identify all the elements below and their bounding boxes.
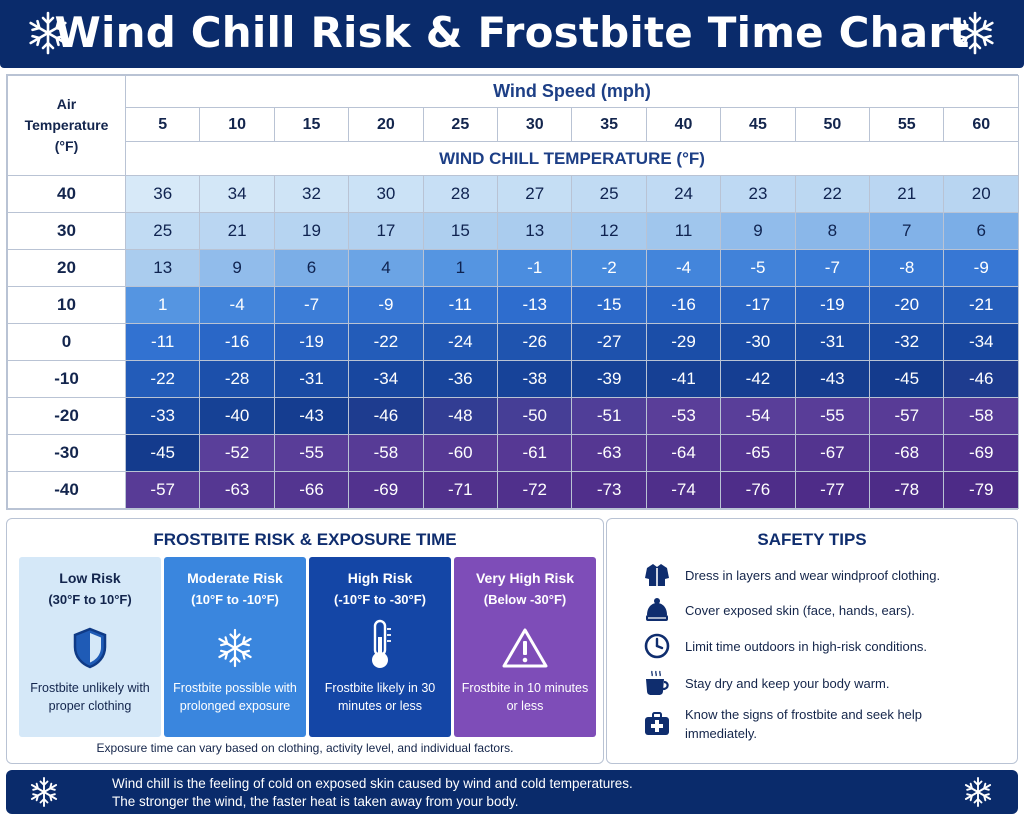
wind-chill-cell: 7 [870, 213, 944, 250]
wind-chill-cell: -9 [349, 287, 423, 324]
wind-chill-cell: -78 [870, 472, 944, 509]
wind-chill-cell: -9 [944, 250, 1019, 287]
risk-desc: Frostbite likely in 30 minutes or less [324, 681, 436, 713]
risk-desc: Frostbite possible with prolonged exposure [173, 681, 297, 713]
risk-desc: Frostbite unlikely with proper clothing [30, 681, 150, 713]
wind-chill-cell: -67 [795, 435, 869, 472]
wind-chill-cell: 4 [349, 250, 423, 287]
wind-chill-cell: -50 [498, 398, 572, 435]
tip-item [643, 669, 985, 697]
risk-panel-title: FROSTBITE RISK & EXPOSURE TIME [153, 530, 457, 549]
wind-chill-cell: -40 [200, 398, 274, 435]
wind-chill-cell: 11 [646, 213, 720, 250]
wind-chill-cell: 9 [200, 250, 274, 287]
footer-line-2: The stronger the wind, the faster heat is taken away from your body. [112, 794, 519, 809]
wind-chill-cell: 9 [721, 213, 795, 250]
wind-chill-cell: -34 [349, 361, 423, 398]
wind-chill-cell: -53 [646, 398, 720, 435]
risk-name: Moderate Risk [187, 570, 283, 586]
risk-range: (Below -30°F) [483, 592, 567, 607]
wind-chill-cell: -41 [646, 361, 720, 398]
table-row [8, 361, 1019, 398]
wind-chill-title: WIND CHILL TEMPERATURE (°F) [126, 142, 1019, 176]
risk-name: Very High Risk [475, 570, 575, 586]
footer-banner [6, 770, 1018, 814]
wind-chill-cell: -2 [572, 250, 646, 287]
wind-chill-cell: -63 [572, 435, 646, 472]
risk-card-moderate [164, 557, 306, 737]
wind-chill-cell: -45 [126, 435, 200, 472]
wind-chill-cell: -8 [870, 250, 944, 287]
wind-speed-label: 50 [795, 108, 869, 142]
table-row [8, 435, 1019, 472]
wind-chill-cell: 13 [126, 250, 200, 287]
air-temperature-label: 0 [8, 324, 126, 361]
tip-text: Know the signs of frostbite and seek help immediately. [685, 707, 923, 741]
wind-chill-cell: -77 [795, 472, 869, 509]
risk-range: (10°F to -10°F) [191, 592, 279, 607]
air-temperature-label: 20 [8, 250, 126, 287]
wind-chill-cell: -7 [795, 250, 869, 287]
tip-item [643, 561, 985, 589]
wind-speed-label: 35 [572, 108, 646, 142]
wind-chill-cell: 25 [126, 213, 200, 250]
wind-chill-cell: -57 [126, 472, 200, 509]
warning-icon [454, 627, 596, 669]
wind-speed-label: 60 [944, 108, 1019, 142]
wind-chill-cell: 6 [274, 250, 348, 287]
table-row [8, 324, 1019, 361]
air-temperature-header-line: (°F) [54, 138, 79, 154]
first-aid-icon [643, 710, 671, 738]
wind-chill-cell: -58 [944, 398, 1019, 435]
wind-chill-cell: -48 [423, 398, 497, 435]
wind-chill-cell: -16 [200, 324, 274, 361]
wind-chill-cell: -33 [126, 398, 200, 435]
wind-chill-cell: -52 [200, 435, 274, 472]
risk-card-low [19, 557, 161, 737]
thermometer-icon [309, 619, 451, 671]
table-row [8, 287, 1019, 324]
wind-chill-cell: -68 [870, 435, 944, 472]
wind-chill-cell: -45 [870, 361, 944, 398]
wind-chill-cell: -32 [870, 324, 944, 361]
wind-chill-cell: -34 [944, 324, 1019, 361]
wind-chill-cell: 32 [274, 176, 348, 213]
tip-text: Limit time outdoors in high-risk conditions. [685, 638, 928, 654]
tip-item [643, 632, 985, 660]
wind-chill-cell: -39 [572, 361, 646, 398]
air-temperature-header [8, 76, 126, 176]
wind-chill-cell: -58 [349, 435, 423, 472]
wind-chill-cell: -36 [423, 361, 497, 398]
jacket-icon [643, 561, 671, 589]
tip-text: Cover exposed skin (face, hands, ears). [685, 602, 915, 618]
wind-speed-label: 5 [126, 108, 200, 142]
wind-chill-cell: -21 [944, 287, 1019, 324]
wind-chill-cell: -19 [795, 287, 869, 324]
wind-chill-cell: 23 [721, 176, 795, 213]
frostbite-risk-panel [6, 518, 604, 764]
wind-speed-label: 15 [274, 108, 348, 142]
table-row [8, 213, 1019, 250]
wind-chill-cell: 28 [423, 176, 497, 213]
table-row [8, 398, 1019, 435]
wind-chill-cell: 20 [944, 176, 1019, 213]
footer-line-1: Wind chill is the feeling of cold on exposed skin caused by wind and cold temperatures. [112, 776, 633, 791]
wind-chill-cell: -1 [498, 250, 572, 287]
wind-chill-cell: -15 [572, 287, 646, 324]
wind-chill-cell: -69 [349, 472, 423, 509]
snowflake-icon [951, 9, 999, 57]
wind-chill-cell: -26 [498, 324, 572, 361]
wind-chill-cell: -22 [349, 324, 423, 361]
wind-chill-cell: -72 [498, 472, 572, 509]
wind-speed-label: 55 [870, 108, 944, 142]
wind-chill-cell: -60 [423, 435, 497, 472]
wind-chill-cell: -31 [795, 324, 869, 361]
wind-chill-cell: -28 [200, 361, 274, 398]
wind-chill-cell: -38 [498, 361, 572, 398]
wind-chill-cell: 1 [126, 287, 200, 324]
wind-chill-cell: -63 [200, 472, 274, 509]
wind-speed-label: 40 [646, 108, 720, 142]
wind-chill-cell: 36 [126, 176, 200, 213]
tips-panel-title: SAFETY TIPS [757, 530, 867, 549]
wind-chill-cell: -11 [423, 287, 497, 324]
air-temperature-label: -30 [8, 435, 126, 472]
wind-chill-cell: -61 [498, 435, 572, 472]
wind-chill-cell: -65 [721, 435, 795, 472]
risk-name: High Risk [347, 570, 413, 586]
tip-item [643, 596, 985, 624]
wind-chill-cell: 1 [423, 250, 497, 287]
table-row [8, 472, 1019, 509]
wind-chill-cell: 13 [498, 213, 572, 250]
safety-tips-panel [606, 518, 1018, 764]
air-temperature-label: -10 [8, 361, 126, 398]
wind-chill-cell: -55 [795, 398, 869, 435]
wind-chill-cell: 19 [274, 213, 348, 250]
hat-icon [643, 596, 671, 624]
wind-chill-cell: -73 [572, 472, 646, 509]
risk-card-very-high [454, 557, 596, 737]
table-row [8, 250, 1019, 287]
wind-chill-cell: -76 [721, 472, 795, 509]
wind-chill-cell: -43 [795, 361, 869, 398]
wind-chill-cell: -4 [646, 250, 720, 287]
air-temperature-header-line: Air [56, 96, 77, 112]
wind-chill-cell: 8 [795, 213, 869, 250]
footer-text [112, 775, 633, 811]
wind-chill-cell: -31 [274, 361, 348, 398]
wind-chill-cell: -5 [721, 250, 795, 287]
wind-chill-cell: 15 [423, 213, 497, 250]
snowflake-icon [962, 776, 994, 808]
wind-chill-cell: -74 [646, 472, 720, 509]
air-temperature-label: 30 [8, 213, 126, 250]
wind-chill-cell: -43 [274, 398, 348, 435]
hot-drink-icon [643, 669, 671, 697]
wind-chill-cell: 27 [498, 176, 572, 213]
wind-chill-cell: 21 [200, 213, 274, 250]
wind-chill-cell: -64 [646, 435, 720, 472]
air-temperature-label: 40 [8, 176, 126, 213]
wind-chill-cell: -55 [274, 435, 348, 472]
wind-chill-cell: -54 [721, 398, 795, 435]
wind-chill-cell: -22 [126, 361, 200, 398]
risk-range: (-10°F to -30°F) [333, 592, 426, 607]
page-title: Wind Chill Risk & Frostbite Time Chart [54, 8, 970, 57]
risk-desc: Frostbite in 10 minutes or less [461, 681, 589, 713]
wind-speed-row [8, 108, 1019, 142]
wind-chill-cell: 34 [200, 176, 274, 213]
air-temperature-label: -40 [8, 472, 126, 509]
tip-text: Dress in layers and wear windproof clothing. [685, 567, 941, 583]
wind-chill-cell: -17 [721, 287, 795, 324]
wind-chill-cell: -20 [870, 287, 944, 324]
wind-chill-cell: -69 [944, 435, 1019, 472]
wind-chill-cell: 21 [870, 176, 944, 213]
wind-chill-cell: -51 [572, 398, 646, 435]
wind-chill-cell: 12 [572, 213, 646, 250]
table-row [8, 176, 1019, 213]
wind-speed-label: 10 [200, 108, 274, 142]
wind-chill-cell: -29 [646, 324, 720, 361]
header-banner [0, 0, 1024, 68]
air-temperature-label: -20 [8, 398, 126, 435]
air-temperature-header-line: Temperature [24, 117, 109, 133]
wind-chill-cell: -19 [274, 324, 348, 361]
wind-chill-cell: 22 [795, 176, 869, 213]
wind-speed-label: 30 [498, 108, 572, 142]
wind-chill-cell: -11 [126, 324, 200, 361]
snowflake-icon [28, 776, 60, 808]
wind-chill-cell: -66 [274, 472, 348, 509]
wind-chill-cell: -46 [349, 398, 423, 435]
wind-chill-cell: -79 [944, 472, 1019, 509]
tip-text: Stay dry and keep your body warm. [685, 675, 890, 691]
wind-chill-cell: -46 [944, 361, 1019, 398]
exposure-footnote: Exposure time can vary based on clothing, activity level, and individual factors. [96, 741, 514, 755]
risk-name: Low Risk [59, 570, 121, 586]
wind-chill-cell: -71 [423, 472, 497, 509]
tip-item [643, 705, 985, 743]
wind-speed-label: 20 [349, 108, 423, 142]
wind-chill-cell: -7 [274, 287, 348, 324]
clock-icon [643, 632, 671, 660]
wind-chill-cell: 6 [944, 213, 1019, 250]
wind-speed-label: 45 [721, 108, 795, 142]
wind-chill-cell: -27 [572, 324, 646, 361]
wind-speed-title: Wind Speed (mph) [126, 76, 1019, 108]
wind-chill-cell: -57 [870, 398, 944, 435]
wind-chill-cell: -30 [721, 324, 795, 361]
wind-chill-cell: 24 [646, 176, 720, 213]
wind-chill-cell: -16 [646, 287, 720, 324]
risk-range: (30°F to 10°F) [48, 592, 132, 607]
wind-chill-cell: 30 [349, 176, 423, 213]
wind-chill-cell: 17 [349, 213, 423, 250]
wind-chill-table [6, 74, 1018, 510]
wind-chill-cell: -42 [721, 361, 795, 398]
wind-chill-cell: -24 [423, 324, 497, 361]
risk-card-high [309, 557, 451, 737]
wind-chill-cell: -4 [200, 287, 274, 324]
snowflake-icon [164, 627, 306, 669]
wind-speed-label: 25 [423, 108, 497, 142]
air-temperature-label: 10 [8, 287, 126, 324]
wind-chill-cell: -13 [498, 287, 572, 324]
shield-icon [19, 627, 161, 669]
wind-chill-cell: 25 [572, 176, 646, 213]
